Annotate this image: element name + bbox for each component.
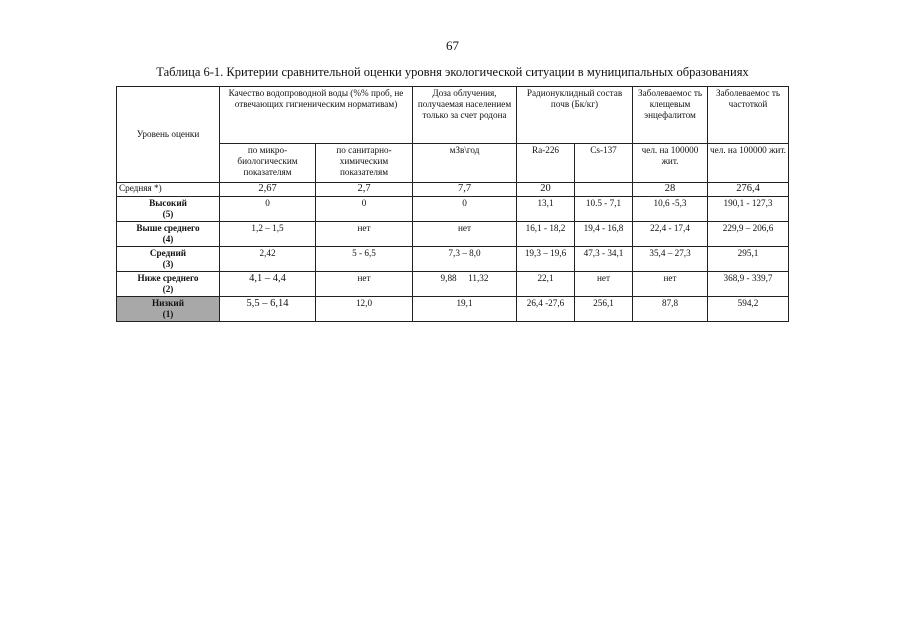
header-encephalitis: Заболеваемос ть клещевым энцефалитом	[633, 87, 708, 144]
table-cell: 368,9 - 339,7	[708, 271, 789, 296]
subheader-cs137: Cs-137	[575, 144, 633, 183]
table-cell: 295,1	[708, 246, 789, 271]
table-cell: 594,2	[708, 296, 789, 321]
row-label: Ниже среднего (2)	[117, 271, 220, 296]
subheader-per-100000-freq: чел. на 100000 жит.	[708, 144, 789, 183]
table-cell: 1,2 – 1,5	[220, 221, 316, 246]
table-cell: нет	[316, 221, 413, 246]
table-cell: 5 - 6,5	[316, 246, 413, 271]
table-cell: 16,1 - 18,2	[517, 221, 575, 246]
table-cell: 22,4 - 17,4	[633, 221, 708, 246]
page-number: 67	[446, 38, 459, 53]
subheader-dose-unit: мЗв\год	[413, 144, 517, 183]
subheader-sanitary: по санитарно-химическим показателям	[316, 144, 413, 183]
table-cell: 10.5 - 7,1	[575, 196, 633, 221]
criteria-table	[116, 86, 789, 322]
subheader-per-100000-enc: чел. на 100000 жит.	[633, 144, 708, 183]
table-caption: Таблица 6-1. Критерии сравнительной оценки уровня экологической ситуации в муниципальных образованиях	[156, 65, 749, 79]
table-cell: 19,3 – 19,6	[517, 246, 575, 271]
table-cell: нет	[633, 271, 708, 296]
table-row	[117, 246, 789, 271]
subheader-ra226: Ra-226	[517, 144, 575, 183]
row-label: Средний (3)	[117, 246, 220, 271]
table-cell: 229,9 – 206,6	[708, 221, 789, 246]
table-cell: 0	[316, 196, 413, 221]
header-level: Уровень оценки	[117, 87, 220, 183]
header-radiation-dose: Доза облучения, получаемая населением только за счет родона	[413, 87, 517, 144]
header-row	[117, 87, 789, 144]
table-row	[117, 271, 789, 296]
table-cell: 2,7	[316, 183, 413, 197]
table-cell: 7,7	[413, 183, 517, 197]
table-cell: нет	[575, 271, 633, 296]
table-cell: 20	[517, 183, 575, 197]
table-cell: 28	[633, 183, 708, 197]
table-cell: 0	[413, 196, 517, 221]
table-cell	[575, 183, 633, 197]
table-cell: 2,42	[220, 246, 316, 271]
table-cell: нет	[413, 221, 517, 246]
table-cell: 35,4 – 27,3	[633, 246, 708, 271]
table-cell: 87,8	[633, 296, 708, 321]
header-radionuclide: Радионуклидный состав почв (Бк/кг)	[517, 87, 633, 144]
subheader-micro: по микро-биологическим показателям	[220, 144, 316, 183]
row-label: Выше среднего (4)	[117, 221, 220, 246]
table-cell: 19,1	[413, 296, 517, 321]
table-cell: 22,1	[517, 271, 575, 296]
table-cell: 276,4	[708, 183, 789, 197]
table-row	[117, 221, 789, 246]
table-cell: 47,3 - 34,1	[575, 246, 633, 271]
table-cell: 5,5 – 6,14	[220, 296, 316, 321]
table-cell: нет	[316, 271, 413, 296]
table-cell: 13,1	[517, 196, 575, 221]
header-water-quality: Качество водопроводной воды (%% проб, не отвечающих гигиеническим нормативам)	[220, 87, 413, 144]
average-row	[117, 183, 789, 197]
table-cell: 10,6 -5,3	[633, 196, 708, 221]
table-row	[117, 196, 789, 221]
table-cell: 4,1 – 4,4	[220, 271, 316, 296]
table-cell: 19,4 - 16,8	[575, 221, 633, 246]
table-cell: 2,67	[220, 183, 316, 197]
table-cell: 12,0	[316, 296, 413, 321]
table-cell: 190,1 - 127,3	[708, 196, 789, 221]
row-label: Высокий (5)	[117, 196, 220, 221]
header-frequency: Заболеваемос ть частоткой	[708, 87, 789, 144]
table-cell: 26,4 -27,6	[517, 296, 575, 321]
table-cell: 7,3 – 8,0	[413, 246, 517, 271]
table-cell: 0	[220, 196, 316, 221]
table-cell: 9,88 11,32	[413, 271, 517, 296]
row-label: Низкий (1)	[117, 296, 220, 321]
table-cell: 256,1	[575, 296, 633, 321]
average-label: Средняя *)	[117, 183, 220, 197]
table-row	[117, 296, 789, 321]
